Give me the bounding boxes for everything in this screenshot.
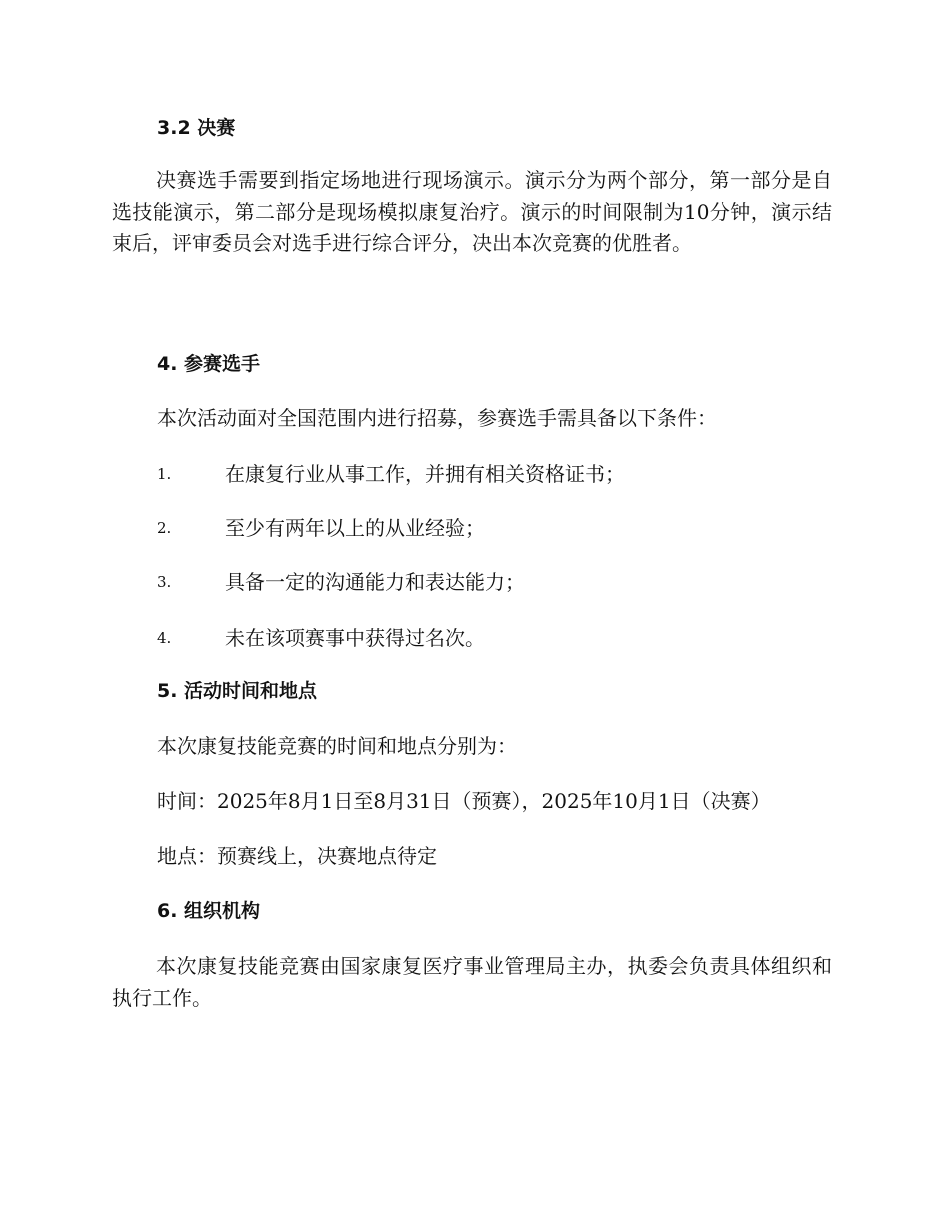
section-heading-6: 6. 组织机构: [157, 900, 261, 922]
list-item-number: 1.: [157, 465, 172, 483]
event-time: 时间：2025年8月1日至8月31日（预赛），2025年10月1日（决赛）: [157, 789, 771, 813]
list-item-number: 4.: [157, 629, 172, 647]
list-item-text: 具备一定的沟通能力和表达能力；: [225, 570, 525, 594]
section-heading-4: 4. 参赛选手: [157, 353, 261, 375]
event-place: 地点：预赛线上，决赛地点待定: [157, 844, 437, 868]
section-paragraph-3-2: 决赛选手需要到指定场地进行现场演示。演示分为两个部分，第一部分是自选技能演示，第二部分是现场模拟康复治疗。演示的时间限制为10分钟，演示结束后，评审委员会对选手进行综合评分，决出本次竞赛的优胜者。: [112, 168, 832, 255]
list-item-text: 至少有两年以上的从业经验；: [225, 516, 485, 540]
list-item-text: 未在该项赛事中获得过名次。: [225, 626, 485, 650]
list-item-text: 在康复行业从事工作，并拥有相关资格证书；: [225, 462, 625, 486]
list-item-number: 2.: [157, 519, 172, 537]
section-intro-5: 本次康复技能竞赛的时间和地点分别为：: [157, 734, 517, 758]
section-heading-5: 5. 活动时间和地点: [157, 680, 318, 702]
section-paragraph-6: 本次康复技能竞赛由国家康复医疗事业管理局主办，执委会负责具体组织和执行工作。: [112, 954, 832, 1010]
section-intro-4: 本次活动面对全国范围内进行招募，参赛选手需具备以下条件：: [157, 406, 717, 430]
list-item-number: 3.: [157, 573, 172, 591]
section-heading-3-2: 3.2 决赛: [157, 117, 236, 139]
